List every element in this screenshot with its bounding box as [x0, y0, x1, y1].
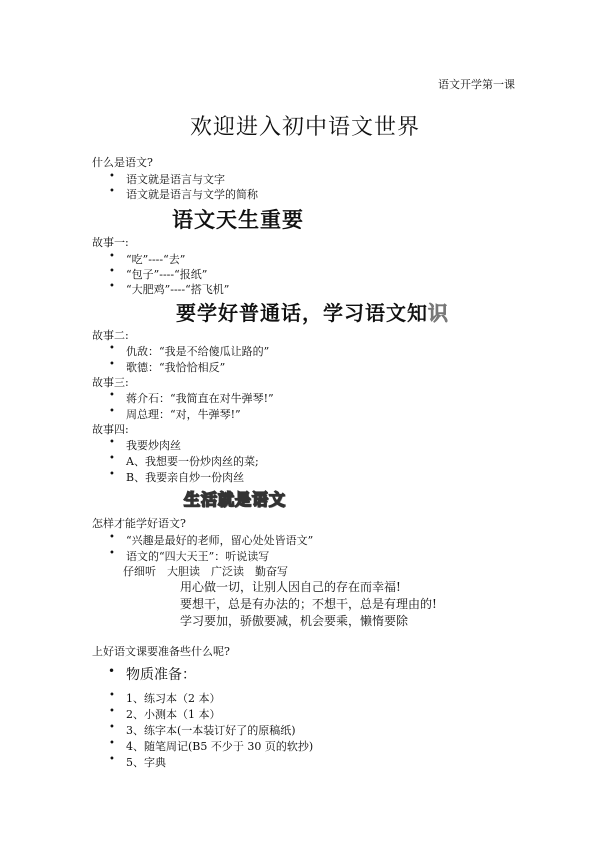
- header-label: 语文开学第一课: [438, 78, 515, 91]
- banner-chinese-important: 语文天生重要: [172, 208, 304, 232]
- list-item: • “大肥鸡”----“搭飞机”: [126, 281, 229, 297]
- banner-2-main: 要学好普通话，学习语文知: [176, 301, 428, 325]
- story-1-heading: 故事一:: [92, 236, 129, 249]
- story-4-heading: 故事四:: [92, 423, 129, 436]
- list-item: • 2、小测本（1 本）: [126, 706, 221, 722]
- list-item: • “包子”----“报纸”: [126, 266, 207, 282]
- list-item: • 语文的“四大天王”：听说读写: [126, 548, 269, 564]
- list-item: • 周总理：“对，牛弹琴!”: [126, 406, 241, 422]
- banner-learn-mandarin: [176, 297, 449, 326]
- banner-life-is-chinese: 生活就是语文: [184, 490, 287, 509]
- motto-line: 学习要加，骄傲要减，机会要乘，懒惰要除: [180, 614, 409, 628]
- list-item: • “吃”----“去”: [126, 251, 185, 267]
- list-item: • B、我要亲自炒一份肉丝: [126, 469, 244, 485]
- motto-line: 用心做一切，让别人因自己的存在而幸福!: [180, 580, 401, 594]
- list-item: • A、我想要一份炒肉丝的菜;: [126, 453, 259, 469]
- list-item: • 歌德：“我恰恰相反”: [126, 359, 225, 375]
- story-2-heading: 故事二:: [92, 329, 129, 342]
- list-item: • 仇敌：“我是不给傻瓜让路的”: [126, 343, 269, 359]
- four-kings-row: 仔细听 大胆读 广泛读 勤奋写: [123, 565, 288, 578]
- question-how: 怎样才能学好语文?: [92, 517, 186, 530]
- story-3-heading: 故事三:: [92, 376, 129, 389]
- list-item: • 蒋介石：“我简直在对牛弹琴!”: [126, 390, 274, 406]
- banner-2-last-char: 识: [428, 301, 449, 325]
- list-item: • 3、练字本(一本装订好了的原稿纸): [126, 722, 296, 738]
- list-item: • 4、随笔周记(B5 不少于 30 页的软抄): [126, 738, 313, 754]
- page-title: 欢迎进入初中语文世界: [190, 115, 421, 140]
- list-item: • 语文就是语言与文字: [126, 171, 225, 187]
- list-item: • “兴趣是最好的老师，留心处处皆语文”: [126, 532, 313, 548]
- prep-subheading: • 物质准备：: [126, 664, 196, 684]
- motto-line: 要想干，总是有办法的；不想干，总是有理由的!: [180, 597, 437, 611]
- list-item: • 语文就是语言与文学的简称: [126, 186, 258, 202]
- list-item: • 1、练习本（2 本）: [126, 690, 221, 706]
- list-item: • 我要炒肉丝: [126, 437, 181, 453]
- question-what: 什么是语文?: [92, 156, 153, 169]
- list-item: • 5、字典: [126, 754, 166, 770]
- question-prep: 上好语文课要准备些什么呢?: [92, 645, 230, 658]
